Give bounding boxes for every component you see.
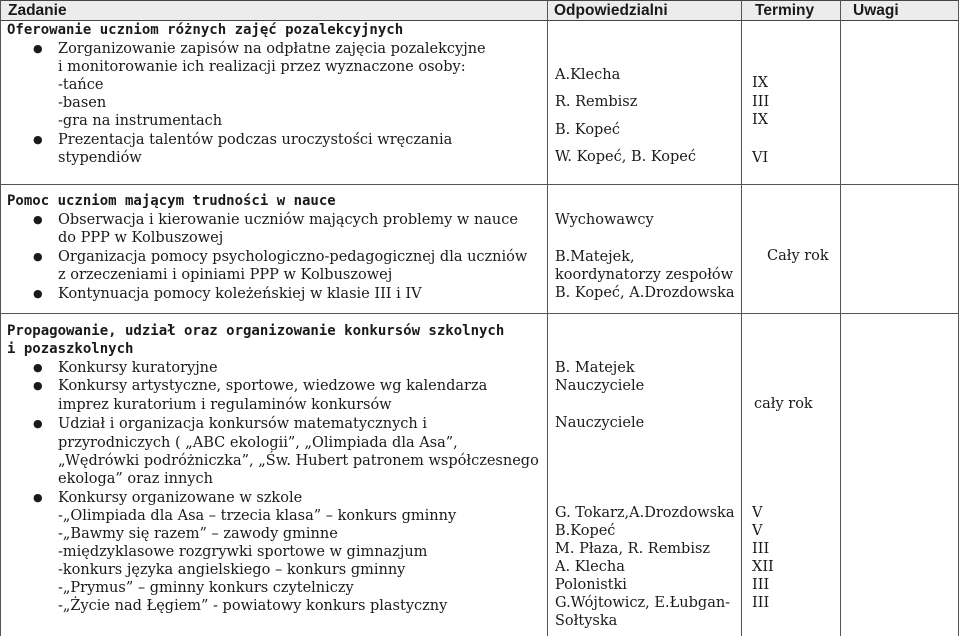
- task-line: do PPP w Kolbuszowej: [58, 230, 224, 246]
- task-line: -„Bawmy się razem” – zawody gminne: [58, 526, 338, 542]
- bullet-icon: ●: [33, 361, 43, 374]
- responsible-name: R. Rembisz: [555, 94, 638, 110]
- header-terminy: Terminy: [755, 2, 815, 19]
- task-line: Organizacja pomocy psychologiczno-pedagogicznej dla uczniów: [58, 249, 528, 265]
- responsible-name: W. Kopeć, B. Kopeć: [555, 149, 696, 165]
- task-line: -„Olimpiada dla Asa – trzecia klasa” – konkurs gminny: [58, 508, 457, 524]
- term-value: Cały rok: [767, 248, 829, 264]
- task-line: Zorganizowanie zapisów na odpłatne zajęcia pozalekcyjne: [58, 41, 486, 57]
- header-odpowiedzialni: Odpowiedzialni: [554, 2, 668, 19]
- term-value: III: [752, 577, 770, 593]
- bullet-icon: ●: [33, 379, 43, 392]
- column-divider-3: [840, 0, 841, 636]
- responsible-name: M. Płaza, R. Rembisz: [555, 541, 711, 557]
- responsible-name: G.Wójtowicz, E.Łubgan-: [555, 595, 731, 611]
- responsible-name: B.Matejek,: [555, 249, 635, 265]
- task-line: stypendiów: [58, 150, 142, 166]
- column-divider-2: [741, 0, 742, 636]
- task-line: Kontynuacja pomocy koleżeńskiej w klasie III i IV: [58, 286, 422, 302]
- term-value: V: [752, 505, 763, 521]
- term-value: IX: [752, 75, 769, 91]
- responsible-name: B. Kopeć, A.Drozdowska: [555, 285, 735, 301]
- task-line: -konkurs języka angielskiego – konkurs gminny: [58, 562, 406, 578]
- section-title-contests-cont: i pozaszkolnych: [7, 341, 134, 357]
- term-value: XII: [752, 559, 774, 575]
- task-line: Prezentacja talentów podczas uroczystości wręczania: [58, 132, 453, 148]
- term-value: IX: [752, 112, 769, 128]
- task-line-text: Obserwacja i kierowanie uczniów mających problemy w nauce: [58, 212, 518, 228]
- term-value: III: [752, 94, 770, 110]
- term-value: V: [752, 523, 763, 539]
- bullet-icon: ●: [33, 417, 43, 430]
- task-line: Konkursy kuratoryjne: [58, 360, 218, 376]
- responsible-name: Nauczyciele: [555, 415, 645, 431]
- responsible-name: A.Klecha: [555, 67, 621, 83]
- responsible-name: G. Tokarz,A.Drozdowska: [555, 505, 735, 521]
- row-divider-2: [0, 313, 959, 314]
- term-value: III: [752, 541, 770, 557]
- responsible-name: Polonistki: [555, 577, 627, 593]
- task-line: imprez kuratorium i regulaminów konkursów: [58, 397, 392, 413]
- term-value: VI: [752, 150, 769, 166]
- task-line: -międzyklasowe rozgrywki sportowe w gimnazjum: [58, 544, 428, 560]
- header-uwagi: Uwagi: [853, 2, 899, 19]
- term-value: III: [752, 595, 770, 611]
- responsible-name: A. Klecha: [555, 559, 625, 575]
- task-line: ekologa” oraz innych: [58, 471, 213, 487]
- bullet-icon: ●: [33, 287, 43, 300]
- task-line: i monitorowanie ich realizacji przez wyznaczone osoby:: [58, 59, 466, 75]
- task-line: Konkursy artystyczne, sportowe, wiedzowe wg kalendarza: [58, 378, 488, 394]
- task-line: „Wędrówki podróżniczka”, „Św. Hubert patronem współczesnego: [58, 453, 539, 469]
- responsible-name: Sołtyska: [555, 613, 618, 629]
- task-line: [58, 211, 544, 229]
- task-line: Konkursy organizowane w szkole: [58, 490, 303, 506]
- table-border-left: [0, 0, 1, 636]
- task-line: -tańce: [58, 77, 104, 93]
- bullet-icon: ●: [33, 491, 43, 504]
- task-line: Udział i organizacja konkursów matematycznych i: [58, 416, 428, 432]
- responsible-name: Wychowawcy: [555, 212, 654, 228]
- bullet-icon: ●: [33, 250, 43, 263]
- section-title-contests: Propagowanie, udział oraz organizowanie konkursów szkolnych: [7, 323, 505, 339]
- responsible-name: B. Kopeć: [555, 122, 621, 138]
- header-zadanie: Zadanie: [8, 2, 67, 19]
- responsible-name: Nauczyciele: [555, 378, 645, 394]
- row-divider-1: [0, 184, 959, 185]
- section-title-extracurricular: Oferowanie uczniom różnych zajęć pozalekcyjnych: [7, 22, 404, 38]
- responsible-name: B.Kopeć: [555, 523, 616, 539]
- bullet-icon: ●: [33, 42, 43, 55]
- bullet-icon: ●: [33, 133, 43, 146]
- task-line: -„Życie nad Łęgiem” - powiatowy konkurs plastyczny: [58, 598, 448, 614]
- column-divider-1: [547, 0, 548, 636]
- responsible-name: koordynatorzy zespołów: [555, 267, 734, 283]
- task-line: z orzeczeniami i opiniami PPP w Kolbuszowej: [58, 267, 393, 283]
- responsible-name: B. Matejek: [555, 360, 635, 376]
- task-line: -gra na instrumentach: [58, 113, 223, 129]
- bullet-icon: ●: [33, 213, 43, 226]
- section-title-learning-support: Pomoc uczniom mającym trudności w nauce: [7, 193, 336, 209]
- task-line: -basen: [58, 95, 107, 111]
- table-header: [0, 0, 959, 21]
- task-line: -„Prymus” – gminny konkurs czytelniczy: [58, 580, 354, 596]
- task-line: przyrodniczych ( „ABC ekologii”, „Olimpiada dla Asa”,: [58, 435, 458, 451]
- term-value: cały rok: [754, 396, 813, 412]
